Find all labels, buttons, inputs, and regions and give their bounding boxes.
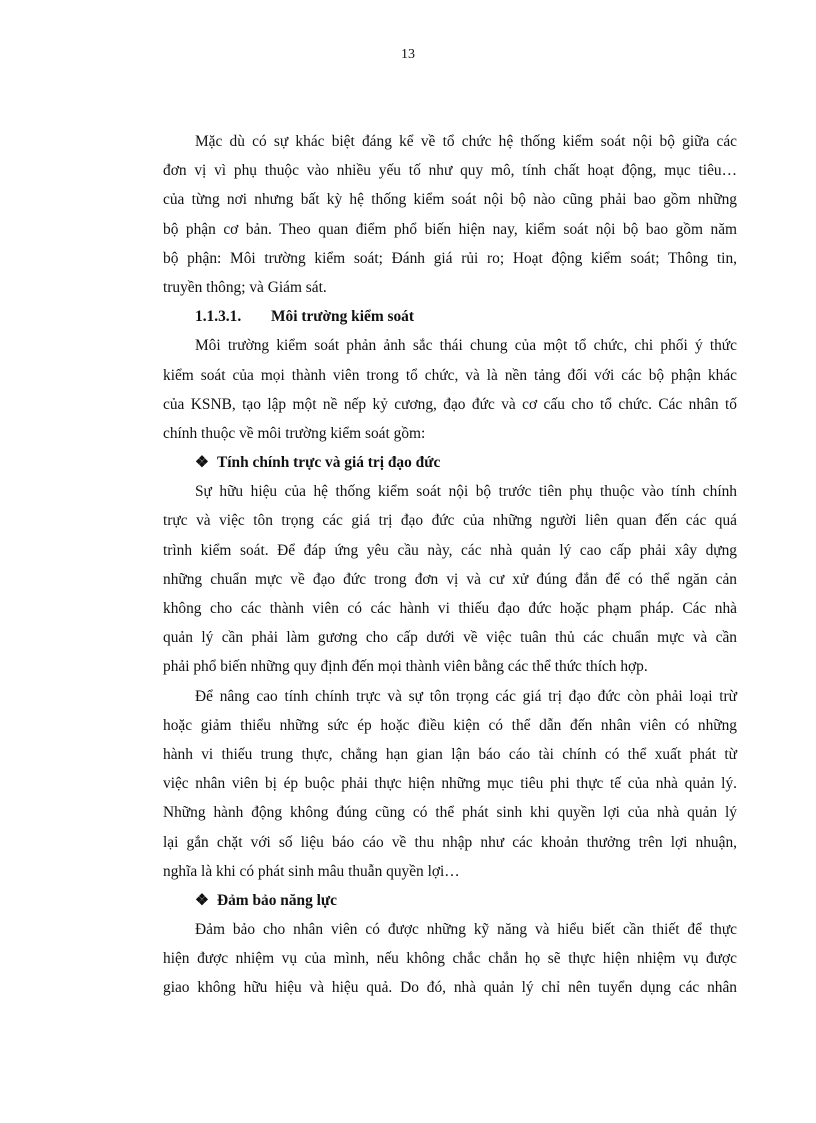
bullet-heading-competence (163, 886, 737, 915)
text-line: Những hành động không đúng cũng có thể phát sinh khi quyền lợi của nhà quản lý (163, 804, 737, 822)
text-line: đơn vị vì phụ thuộc vào nhiều yếu tố như quy mô, tính chất hoạt động, mục tiêu… (163, 162, 737, 180)
text-line: lại gắn chặt với số liệu báo cáo về thu nhập như các khoản thưởng trên lợi nhuận, (163, 833, 737, 851)
text-line: chính thuộc về môi trường kiểm soát gồm: (163, 424, 426, 442)
text-line: hành vi thiếu trung thực, chẳng hạn gian lận báo cáo tài chính có thể xuất phát từ (163, 745, 737, 763)
bullet-heading-integrity (163, 448, 737, 477)
paragraph-competence (163, 915, 737, 1003)
text-line: Để nâng cao tính chính trực và sự tôn trọng các giá trị đạo đức còn phải loại trừ (195, 687, 737, 705)
text-line: truyền thông; và Giám sát. (163, 278, 327, 296)
text-line: không cho các thành viên có các hành vi thiếu đạo đức hoặc phạm pháp. Các nhà (163, 600, 737, 617)
paragraph-intro (163, 127, 737, 302)
paragraph-control-environment (163, 331, 737, 448)
text-line: trình kiểm soát. Để đáp ứng yêu cầu này, các nhà quản lý cao cấp phải xây dựng (163, 541, 737, 559)
bullet-title: Đảm bảo năng lực (217, 891, 337, 909)
bullet-title: Tính chính trực và giá trị đạo đức (217, 454, 441, 472)
text-line: kiểm soát của mọi thành viên trong tổ chức, và là nền tảng đối với các bộ phận khác (163, 366, 737, 384)
text-line: hoặc giảm thiểu những sức ép hoặc điều kiện có thể dẫn đến nhân viên có những (163, 716, 737, 734)
section-heading (163, 302, 737, 331)
text-line: quản lý cần phải làm gương cho cấp dưới về việc tuân thủ các chuẩn mực và cần (163, 629, 737, 647)
text-line: trực và việc tôn trọng các giá trị đạo đức của những người liên quan đến các quá (163, 512, 737, 530)
text-line: nghĩa là khi có phát sinh mâu thuẫn quyền lợi… (163, 862, 460, 880)
text-line: Sự hữu hiệu của hệ thống kiểm soát nội bộ trước tiên phụ thuộc vào tính chính (195, 483, 737, 501)
text-line: Môi trường kiểm soát phản ảnh sắc thái chung của một tổ chức, chi phối ý thức (195, 337, 737, 355)
text-line: việc nhân viên bị ép buộc phải thực hiện những mục tiêu phi thực tế của nhà quản lý. (163, 775, 737, 793)
text-line: Mặc dù có sự khác biệt đáng kể về tổ chức hệ thống kiểm soát nội bộ giữa các (195, 133, 737, 150)
page-content (163, 127, 737, 1003)
page-number: 13 (401, 47, 415, 62)
diamond-bullet-icon: ❖ (195, 891, 209, 909)
paragraph-integrity (163, 477, 737, 681)
text-line: phải phổ biến những quy định đến mọi thành viên bằng các thể thức thích hợp. (163, 658, 648, 676)
text-line: giao không hữu hiệu và hiệu quả. Do đó, nhà quản lý chỉ nên tuyển dụng các nhân (163, 979, 737, 997)
text-line: hiện được nhiệm vụ của mình, nếu không chắc chắn họ sẽ thực hiện nhiệm vụ được (163, 950, 737, 968)
text-line: của KSNB, tạo lập một nề nếp kỷ cương, đạo đức và cơ cấu cho tổ chức. Các nhân tố (163, 395, 737, 413)
section-number: 1.1.3.1. (195, 308, 242, 326)
section-title: Môi trường kiểm soát (271, 308, 415, 326)
text-line: bộ phận: Môi trường kiểm soát; Đánh giá rủi ro; Hoạt động kiểm soát; Thông tin, (163, 249, 737, 267)
text-line: của từng nơi nhưng bất kỳ hệ thống kiểm soát nội bộ nào cũng phải bao gồm những (163, 191, 737, 209)
text-line: Đảm bảo cho nhân viên có được những kỹ năng và hiểu biết cần thiết để thực (195, 921, 737, 939)
text-line: những chuẩn mực về đạo đức trong đơn vị và cư xử đúng đắn để có thể ngăn cản (163, 570, 737, 588)
diamond-bullet-icon: ❖ (195, 454, 209, 472)
text-line: bộ phận cơ bản. Theo quan điểm phổ biến hiện nay, kiểm soát nội bộ bao gồm năm (163, 220, 737, 238)
paragraph-ethics (163, 682, 737, 886)
